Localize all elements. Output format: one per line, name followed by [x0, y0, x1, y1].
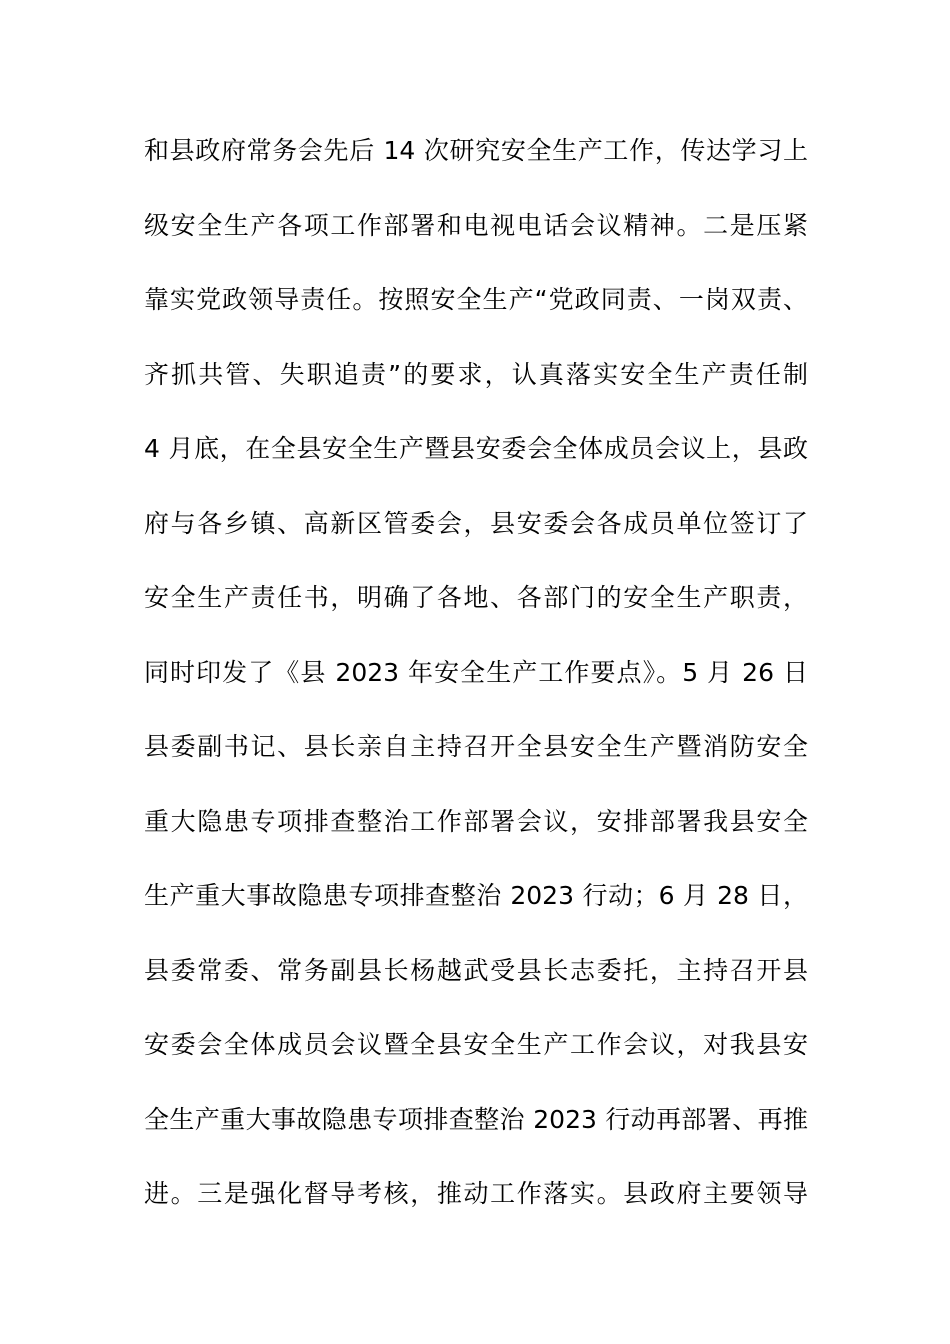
text-line: 安全生产责任书，明确了各地、各部门的安全生产职责，	[144, 583, 808, 612]
text-line: 县委常委、常务副县长杨越武受县长志委托，主持召开县	[144, 955, 808, 985]
text-line: 4 月底，在全县安全生产暨县安委会全体成员会议上，县政	[144, 434, 808, 463]
text-line: 同时印发了《县 2023 年安全生产工作要点》。5 月 26 日	[144, 657, 808, 687]
text-line: 进。三是强化督导考核，推动工作落实。县政府主要领导	[144, 1179, 808, 1208]
text-line: 全生产重大事故隐患专项排查整治 2023 行动再部署、再推	[144, 1104, 808, 1134]
text-line: 齐抓共管、失职追责”的要求，认真落实安全生产责任制	[144, 359, 808, 389]
body-text	[144, 114, 808, 1232]
text-line: 级安全生产各项工作部署和电视电话会议精神。二是压紧	[144, 210, 808, 240]
text-line: 和县政府常务会先后 14 次研究安全生产工作，传达学习上	[144, 136, 808, 165]
text-line: 重大隐患专项排查整治工作部署会议，安排部署我县安全	[144, 806, 808, 836]
text-line: 县委副书记、县长亲自主持召开全县安全生产暨消防安全	[144, 732, 808, 761]
text-line: 安委会全体成员会议暨全县安全生产工作会议，对我县安	[144, 1030, 808, 1059]
text-line: 靠实党政领导责任。按照安全生产“党政同责、一岗双责、	[144, 285, 808, 314]
text-line: 府与各乡镇、高新区管委会，县安委会各成员单位签订了	[144, 508, 808, 538]
text-line: 生产重大事故隐患专项排查整治 2023 行动；6 月 28 日，	[144, 881, 808, 910]
